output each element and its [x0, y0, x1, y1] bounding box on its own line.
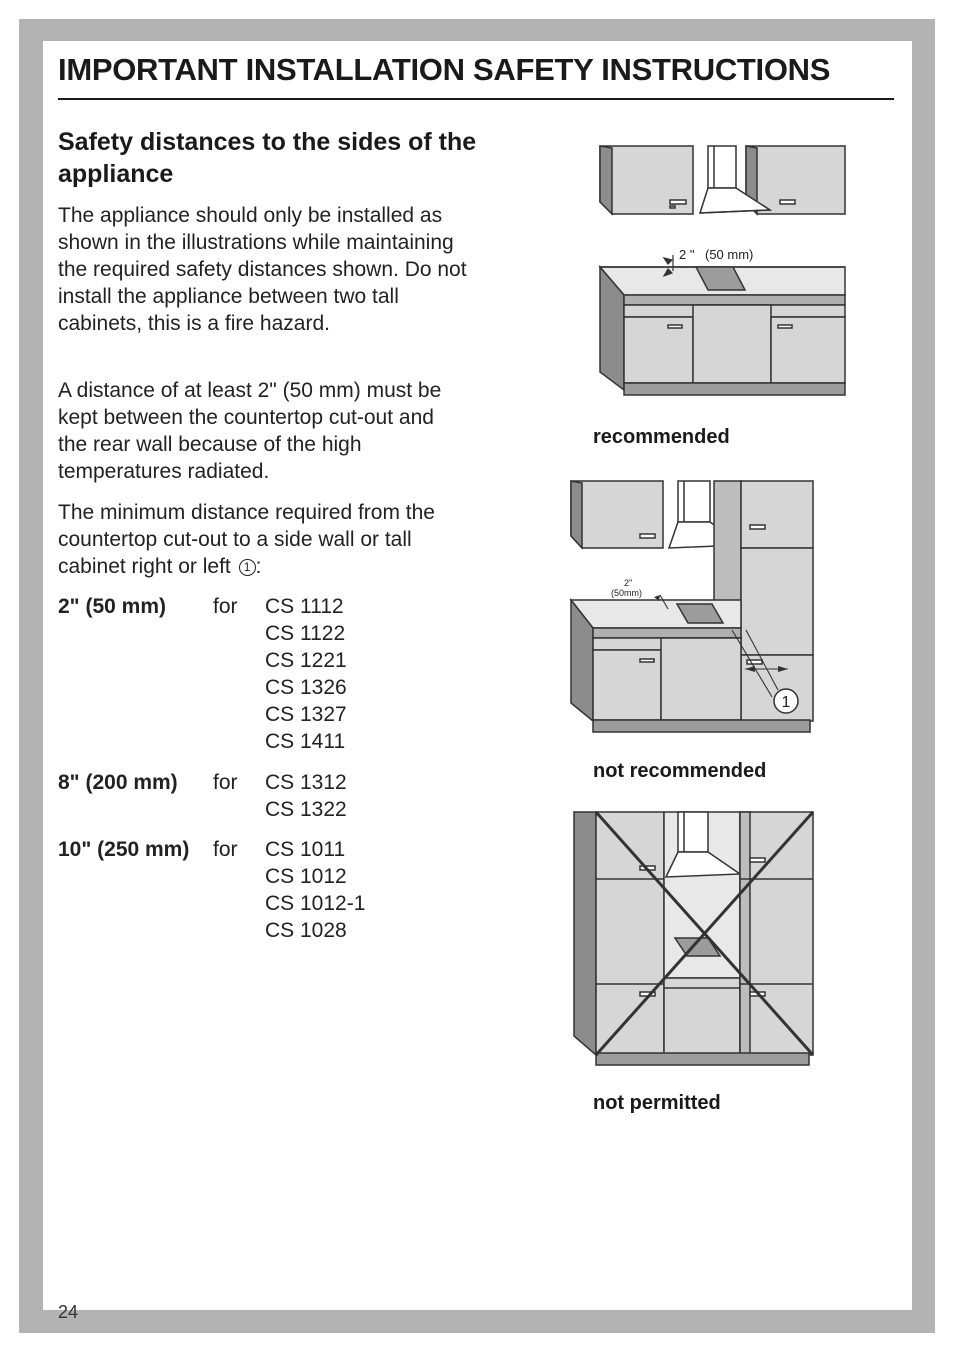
- distance-value: 10" (250 mm): [58, 838, 190, 861]
- recommended-dimension-mm: (50 mm): [705, 247, 754, 262]
- recommended-dimension-inch: 2 ": [679, 247, 695, 262]
- model-item: CS 1312: [265, 771, 347, 794]
- paragraph-installation: The appliance should only be installed as shown in the illustrations while maintaining the required safety distances shown. Do not install the appliance between two tall cabinets, this is a fire hazard.: [58, 204, 467, 335]
- not-permitted-illustration: [560, 808, 860, 1073]
- model-list: [265, 836, 365, 944]
- paragraph-side-distance: [58, 499, 468, 580]
- model-item: CS 1011: [265, 838, 346, 861]
- page-number: 24: [58, 1302, 79, 1322]
- marker-1-icon: 1: [239, 559, 256, 576]
- paragraph-side-distance-text: The minimum distance required from the countertop cut-out to a side wall or tall cabinet right or left: [58, 501, 435, 578]
- title-rule: [58, 98, 894, 100]
- page-title: IMPORTANT INSTALLATION SAFETY INSTRUCTIONS: [58, 52, 831, 87]
- not-recommended-dimension-inch: 2": [624, 578, 633, 588]
- model-item: CS 1326: [265, 676, 347, 699]
- model-item: CS 1012: [265, 865, 347, 888]
- model-item: CS 1221: [265, 649, 347, 672]
- distance-for: for: [213, 771, 238, 794]
- model-list: [265, 769, 347, 823]
- recommended-label: recommended: [593, 426, 730, 448]
- distance-value: 2" (50 mm): [58, 595, 166, 618]
- not-recommended-illustration: [560, 475, 860, 740]
- recommended-illustration: [560, 140, 860, 405]
- model-item: CS 1411: [265, 730, 346, 753]
- model-item: CS 1112: [265, 595, 344, 618]
- section-title: Safety distances to the sides of the appliance: [58, 128, 477, 188]
- not-recommended-label: not recommended: [593, 760, 767, 782]
- model-item: CS 1012-1: [265, 892, 366, 915]
- paragraph-rear-wall: A distance of at least 2" (50 mm) must be kept between the countertop cut-out and the rear wall because of the high temperatures radiated.: [58, 379, 442, 483]
- not-recommended-marker: 1: [781, 694, 791, 711]
- model-item: CS 1322: [265, 798, 347, 821]
- distance-value: 8" (200 mm): [58, 771, 178, 794]
- model-item: CS 1327: [265, 703, 347, 726]
- distance-for: for: [213, 595, 238, 618]
- paragraph-side-distance-suffix: :: [255, 555, 262, 578]
- not-permitted-label: not permitted: [593, 1092, 721, 1114]
- model-list: [265, 593, 347, 755]
- model-item: CS 1122: [265, 622, 346, 645]
- distance-for: for: [213, 838, 238, 861]
- model-item: CS 1028: [265, 919, 347, 942]
- not-recommended-dimension-mm: (50mm): [611, 588, 642, 598]
